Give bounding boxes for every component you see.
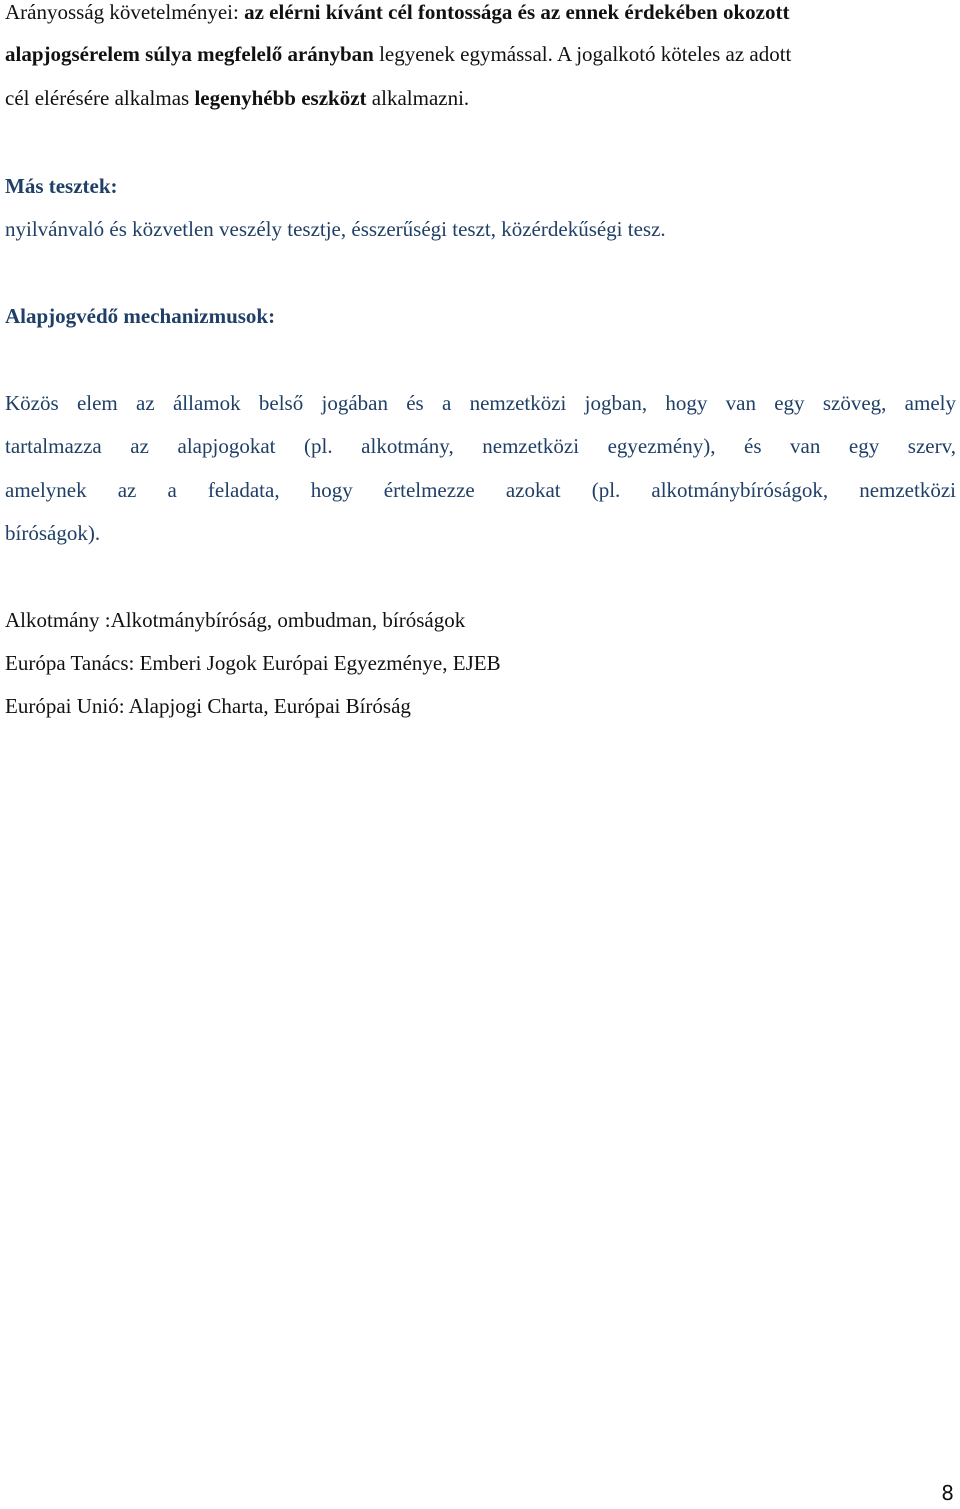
proportionality-text-3a: cél elérésére alkalmas	[5, 86, 195, 110]
page-number: 8	[941, 1481, 954, 1505]
system-item-european-union: Európai Unió: Alapjogi Charta, Európai Bíróság	[5, 694, 411, 718]
proportionality-label: Arányosság követelményei:	[5, 0, 245, 24]
mechanisms-paragraph-line-2: tartalmazza az alapjogokat (pl. alkotmány, nemzetközi egyezmény), és van egy szerv,	[5, 434, 956, 458]
mechanisms-heading: Alapjogvédő mechanizmusok:	[5, 304, 276, 328]
mechanisms-paragraph-line-4: bíróságok).	[5, 521, 101, 545]
system-item-constitution: Alkotmány :Alkotmánybíróság, ombudman, bíróságok	[5, 608, 466, 632]
mechanisms-paragraph-line-1: Közös elem az államok belső jogában és a nemzetközi jogban, hogy van egy szöveg, amely	[5, 391, 956, 415]
other-tests-heading: Más tesztek:	[5, 174, 118, 198]
proportionality-line-3	[5, 84, 469, 112]
other-tests-text: nyilvánvaló és közvetlen veszély tesztje, ésszerűségi teszt, közérdekűségi tesz.	[5, 217, 666, 241]
proportionality-line-1	[5, 0, 789, 26]
mechanisms-paragraph-line-3: amelynek az a feladata, hogy értelmezze azokat (pl. alkotmánybíróságok, nemzetközi	[5, 478, 956, 502]
proportionality-line-2	[5, 40, 791, 68]
system-item-council-of-europe: Európa Tanács: Emberi Jogok Európai Egyezménye, EJEB	[5, 651, 501, 675]
proportionality-text-3b: alkalmazni.	[366, 86, 470, 110]
proportionality-text-2: legyenek egymással. A jogalkotó köteles az adott	[373, 42, 792, 66]
proportionality-emphasis-3: legenyhébb eszközt	[194, 86, 367, 110]
proportionality-emphasis-2: alapjogsérelem súlya megfelelő arányban	[5, 42, 374, 66]
proportionality-emphasis-1: az elérni kívánt cél fontossága és az ennek érdekében okozott	[244, 0, 790, 24]
